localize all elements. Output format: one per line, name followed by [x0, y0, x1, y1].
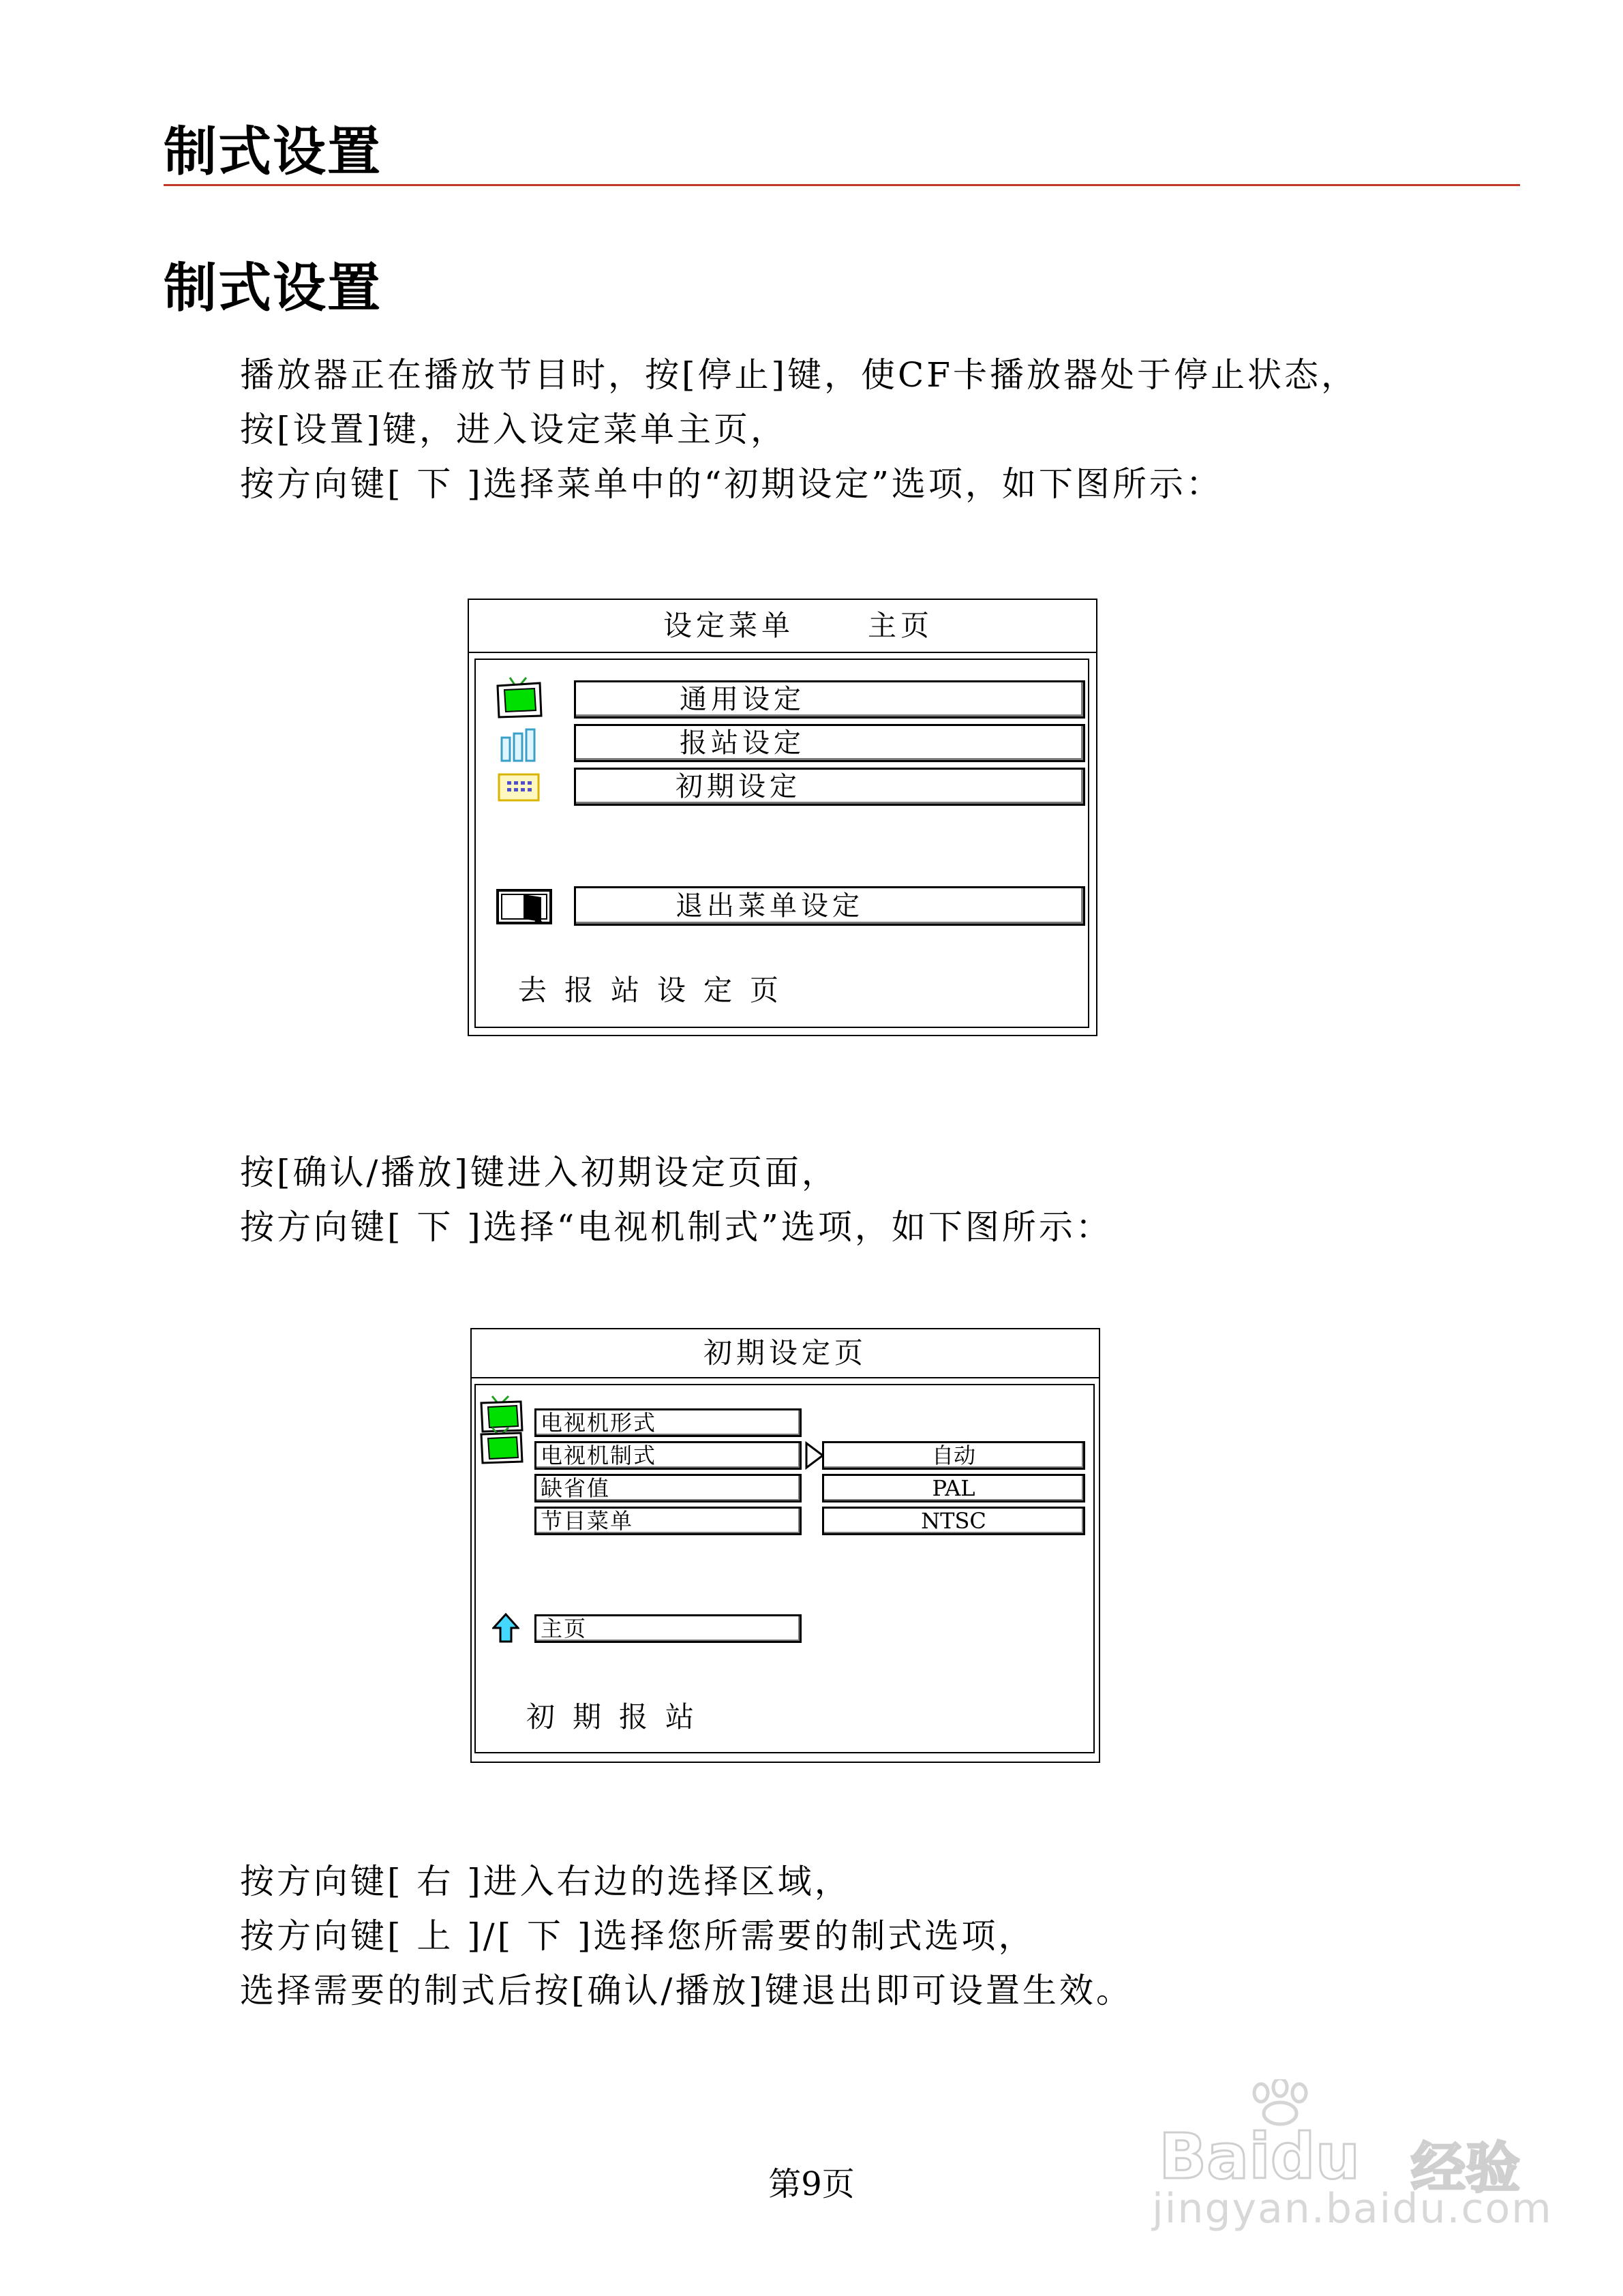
- option-auto[interactable]: 自动: [822, 1441, 1085, 1470]
- intro-line: 按[设置]键，进入设定菜单主页，: [240, 410, 788, 449]
- outro-line: 按方向键[ 右 ]进入右边的选择区域，: [240, 1862, 851, 1901]
- middle-line: 按[确认/播放]键进入初期设定页面，: [240, 1153, 838, 1192]
- menu-item-tv-standard[interactable]: 电视机制式: [534, 1441, 802, 1470]
- initial-settings-footer: 初期报站: [526, 1700, 712, 1734]
- menu-item-exit-settings[interactable]: [574, 886, 1085, 926]
- menu-item-label: 通用设定: [680, 684, 805, 715]
- watermark-label: 经验: [1411, 2136, 1520, 2200]
- middle-line: 按方向键[ 下 ]选择“电视机制式”选项，如下图所示：: [240, 1207, 1112, 1247]
- intro-line: 播放器正在播放节目时，按[停止]键，使CF卡播放器处于停止状态，: [240, 355, 1358, 395]
- initial-settings-panel: [470, 1328, 1100, 1763]
- settings-menu-title-text: 设定菜单: [663, 609, 795, 642]
- settings-menu-footer: 去报站设定页: [518, 973, 797, 1007]
- menu-item-label: 报站设定: [680, 727, 805, 759]
- baidu-watermark: [1159, 2086, 1541, 2200]
- tv-icon: [480, 1426, 525, 1464]
- page-number: 第9页: [768, 2165, 855, 2203]
- header-divider: [164, 184, 1520, 186]
- watermark-url: jingyan.baidu.com: [1152, 2185, 1553, 2233]
- outro-line: 选择需要的制式后按[确认/播放]键退出即可设置生效。: [240, 1971, 1133, 2010]
- menu-item-station-settings[interactable]: [574, 724, 1085, 762]
- initial-settings-body: [474, 1384, 1095, 1753]
- settings-menu-panel: [468, 599, 1097, 1036]
- menu-item-label: 初期设定: [676, 771, 801, 802]
- menu-item-label: 退出菜单设定: [676, 890, 864, 922]
- exit-door-icon: [496, 889, 553, 926]
- menu-item-initial-settings[interactable]: [574, 768, 1085, 806]
- keypad-icon: [498, 772, 541, 803]
- middle-paragraph: [240, 1145, 1112, 1254]
- bars-icon: [499, 728, 540, 764]
- arrow-up-icon: [492, 1613, 519, 1643]
- settings-menu-home-label: 主页: [868, 609, 934, 642]
- option-pal[interactable]: PAL: [822, 1474, 1085, 1502]
- settings-menu-body: [474, 659, 1089, 1028]
- intro-paragraph: [240, 348, 1358, 511]
- section-title: 制式设置: [164, 258, 382, 319]
- tv-icon: [495, 676, 544, 719]
- option-ntsc[interactable]: NTSC: [822, 1507, 1085, 1535]
- settings-menu-title: [469, 600, 1096, 653]
- menu-item-tv-type[interactable]: 电视机形式: [534, 1408, 802, 1437]
- initial-settings-title: 初期设定页: [472, 1329, 1099, 1378]
- outro-line: 按方向键[ 上 ]/[ 下 ]选择您所需要的制式选项，: [240, 1916, 1035, 1956]
- menu-item-home[interactable]: 主页: [534, 1614, 802, 1643]
- menu-item-defaults[interactable]: 缺省值: [534, 1474, 802, 1502]
- menu-item-general-settings[interactable]: [574, 680, 1085, 719]
- menu-item-program-menu[interactable]: 节目菜单: [534, 1507, 802, 1535]
- watermark-brand: Baidu: [1159, 2120, 1361, 2193]
- intro-line: 按方向键[ 下 ]选择菜单中的“初期设定”选项，如下图所示：: [240, 464, 1223, 504]
- header-title: 制式设置: [164, 121, 382, 183]
- outro-paragraph: [240, 1854, 1133, 2018]
